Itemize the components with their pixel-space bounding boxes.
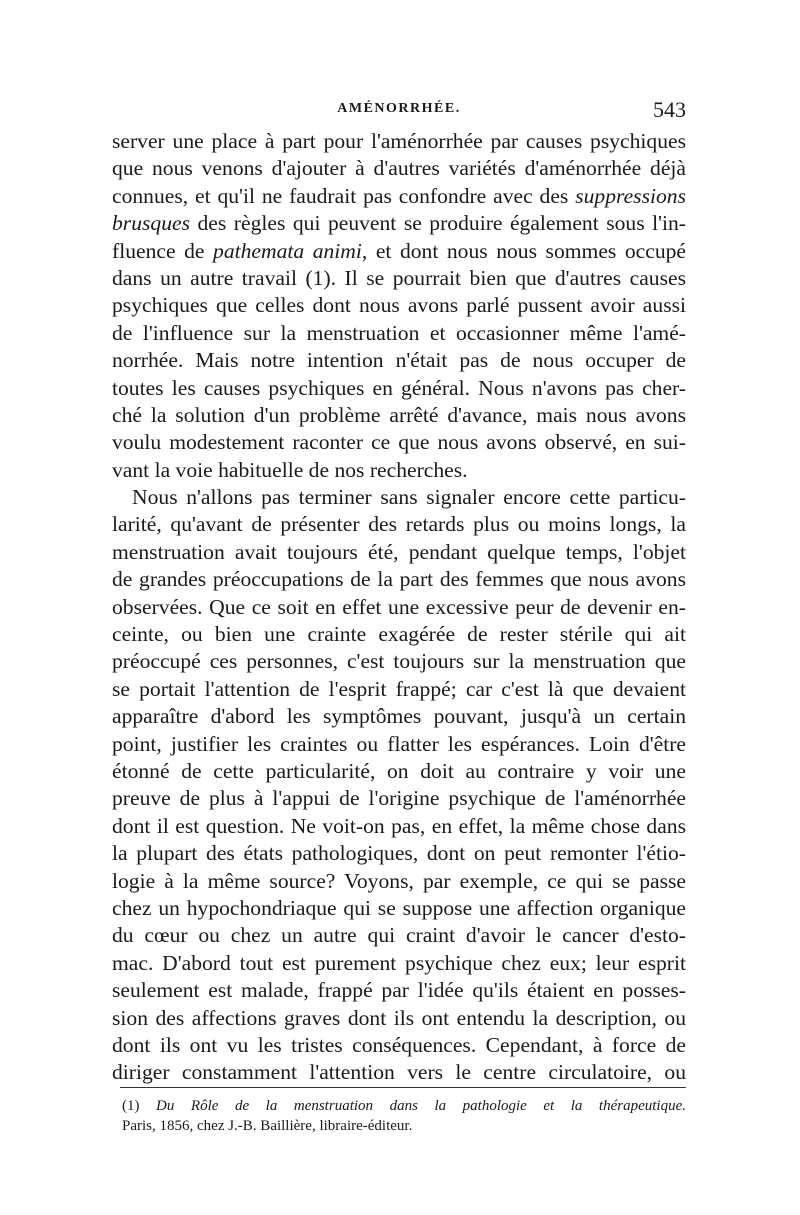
footnote-marker: (1)	[122, 1098, 140, 1114]
text-line: seulement est malade, frappé par l'idée qu'ils étaient en posses-	[112, 978, 686, 1003]
text-line: diriger constamment l'attention vers le centre circulatoire, ou	[112, 1060, 686, 1085]
footnote	[122, 1096, 686, 1136]
text-line: server une place à part pour l'aménorrhée par causes psychiques	[112, 129, 686, 153]
text-line: logie à la même source? Voyons, par exemple, ce qui se passe	[112, 868, 686, 893]
text-line: larité, qu'avant de présenter des retards plus ou moins longs, la	[112, 512, 686, 537]
text-line: sion des affections graves dont ils ont entendu la description, ou	[112, 1005, 686, 1030]
text-line: menstruation avait toujours été, pendant quelque temps, l'objet	[112, 539, 686, 564]
text-line: brusques des règles qui peuvent se produire également sous l'in-	[112, 211, 686, 236]
text-line: préoccupé ces personnes, c'est toujours sur la menstruation que	[112, 649, 686, 674]
running-head	[112, 97, 686, 127]
text-line: point, justifier les craintes ou flatter les espérances. Loin d'être	[112, 731, 686, 756]
text-line: vant la voie habituelle de nos recherches.	[112, 457, 468, 482]
text-line: chez un hypochondriaque qui se suppose une affection organique	[112, 895, 686, 920]
text-line: dont il est question. Ne voit-on pas, en effet, la même chose dans	[112, 813, 686, 838]
text-line: que nous venons d'ajouter à d'autres variétés d'aménorrhée déjà	[112, 156, 686, 181]
text-line: mac. D'abord tout est purement psychique chez eux; leur esprit	[112, 950, 686, 975]
text-line: psychiques que celles dont nous avons parlé pussent avoir aussi	[112, 293, 686, 318]
footnote-line	[122, 1096, 686, 1116]
text-line: dans un autre travail (1). Il se pourrait bien que d'autres causes	[112, 265, 686, 290]
footnote-title: Du Rôle de la menstruation dans la pathologie et la thérapeutique.	[156, 1098, 686, 1114]
text-line: preuve de plus à l'appui de l'origine psychique de l'aménorrhée	[112, 786, 686, 811]
text-line: toutes les causes psychiques en général. Nous n'avons pas cher-	[112, 375, 686, 400]
footnote-divider	[120, 1087, 686, 1088]
italic-phrase: pathemata animi	[213, 238, 362, 263]
running-head-title: AMÉNORRHÉE.	[337, 101, 461, 116]
text-line: connues, et qu'il ne faudrait pas confondre avec des suppressions	[112, 183, 686, 208]
text-line: étonné de cette particularité, on doit au contraire y voir une	[112, 758, 686, 783]
footnote-line: Paris, 1856, chez J.-B. Baillière, libraire-éditeur.	[122, 1118, 413, 1134]
text-line: de l'influence sur la menstruation et occasionner même l'amé-	[112, 320, 686, 345]
text-line: se portait l'attention de l'esprit frappé; car c'est là que devaient	[112, 676, 686, 701]
page-number: 543	[653, 97, 686, 122]
text-line: norrhée. Mais notre intention n'était pas de nous occuper de	[112, 348, 686, 373]
text-line: ceinte, ou bien une crainte exagérée de rester stérile qui ait	[112, 622, 686, 647]
text-line: apparaître d'abord les symptômes pouvant, jusqu'à un certain	[112, 704, 686, 729]
text-line: fluence de pathemata animi, et dont nous nous sommes occupé	[112, 238, 686, 263]
text-line: dont ils ont vu les tristes conséquences. Cependant, à force de	[112, 1032, 686, 1057]
body-text	[112, 128, 686, 1087]
text-line: du cœur ou chez un autre qui craint d'avoir le cancer d'esto-	[112, 923, 686, 948]
italic-phrase: suppressions	[575, 183, 686, 208]
text-line: observées. Que ce soit en effet une excessive peur de devenir en-	[112, 594, 686, 619]
text-line: ché la solution d'un problème arrêté d'avance, mais nous avons	[112, 402, 686, 427]
text-line: voulu modestement raconter ce que nous avons observé, en sui-	[112, 430, 686, 455]
text-line: de grandes préoccupations de la part des femmes que nous avons	[112, 567, 686, 592]
italic-phrase: brusques	[112, 211, 190, 236]
text-line: Nous n'allons pas terminer sans signaler encore cette particu-	[132, 485, 686, 510]
text-line: la plupart des états pathologiques, dont on peut remonter l'étio-	[112, 841, 686, 866]
